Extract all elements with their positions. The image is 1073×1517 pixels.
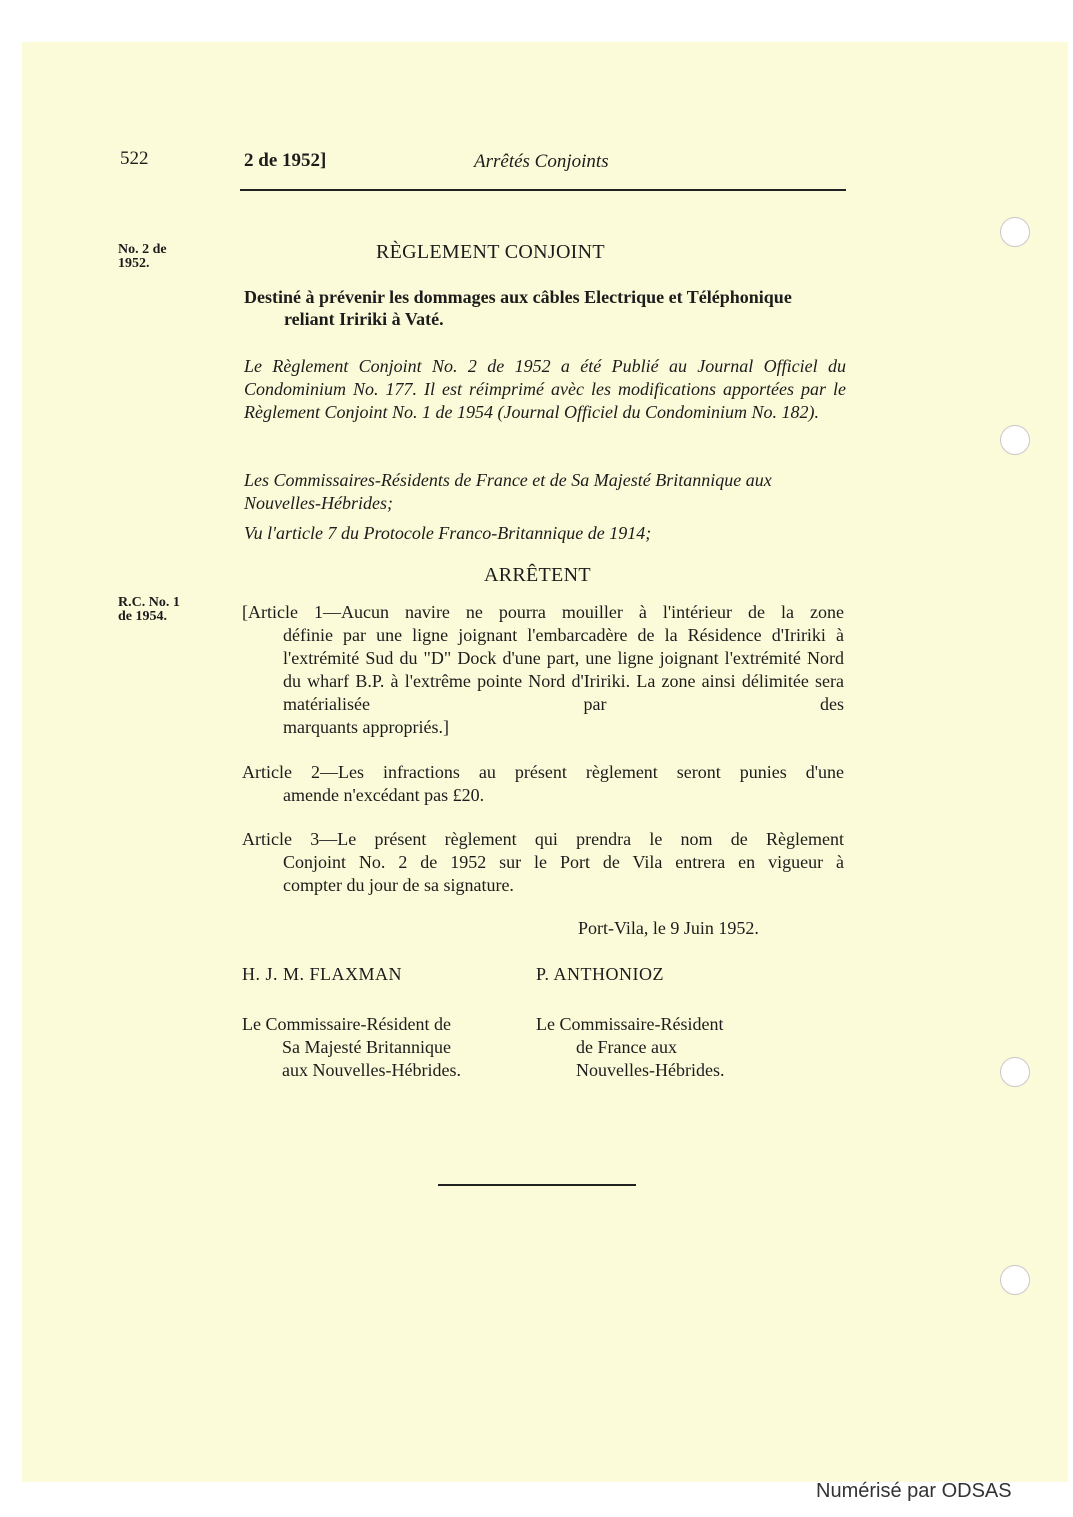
margin-note-amendment xyxy=(118,596,180,624)
article-last-line: marquants appropriés.] xyxy=(283,717,449,737)
signatory-title-line: Le Commissaire-Résident xyxy=(536,1014,724,1034)
place-and-date: Port-Vila, le 9 Juin 1952. xyxy=(578,918,759,938)
signatory-title-line: Nouvelles-Hébrides. xyxy=(576,1060,725,1080)
signatory-title-line: Sa Majesté Britannique xyxy=(282,1037,451,1057)
document-subtitle xyxy=(244,286,846,330)
article-1 xyxy=(242,601,844,739)
publication-note: Le Règlement Conjoint No. 2 de 1952 a été Publié au Journal Officiel du Condominium No. 177. Il est réimprimé avèc les modifications apportées par le Règlement Conjoint No. 1 de 1954 (Journal Officiel du Condominium No. 182). xyxy=(244,356,846,422)
legal-basis: Vu l'article 7 du Protocole Franco-Britannique de 1914; xyxy=(244,523,652,543)
punch-hole xyxy=(1000,1265,1030,1295)
signatory-name-british: H. J. M. FLAXMAN xyxy=(242,964,403,984)
operative-heading: ARRÊTENT xyxy=(484,564,591,586)
article-last-line: amende n'excédant pas £20. xyxy=(283,785,485,805)
subtitle-line: Destiné à prévenir les dommages aux câbles Electrique et Téléphonique xyxy=(244,287,792,307)
punch-hole xyxy=(1000,425,1030,455)
signatory-title-line: de France aux xyxy=(576,1037,677,1057)
digitization-credit: Numérisé par ODSAS xyxy=(816,1480,1012,1502)
margin-note-line: R.C. No. 1 xyxy=(118,595,180,610)
signatory-title-line: Le Commissaire-Résident de xyxy=(242,1014,451,1034)
margin-note-line: de 1954. xyxy=(118,609,167,624)
page-number: 522 xyxy=(120,148,149,169)
document-heading: RÈGLEMENT CONJOINT xyxy=(376,241,605,263)
article-first-line: Article 3—Le présent règlement qui prendra le nom de Règlement xyxy=(242,829,844,849)
signatory-title-french xyxy=(536,1013,724,1082)
article-first-line: [Article 1—Aucun navire ne pourra mouiller à l'intérieur de la zone xyxy=(242,602,844,622)
margin-note-line: 1952. xyxy=(118,256,150,271)
article-body: Conjoint No. 2 de 1952 sur le Port de Vila entrera en vigueur à xyxy=(283,852,844,872)
article-2 xyxy=(242,761,844,807)
header-rule xyxy=(240,189,846,191)
article-first-line: Article 2—Les infractions au présent règlement seront punies d'une xyxy=(242,762,844,782)
article-body: définie par une ligne joignant l'embarcadère de la Résidence d'Iririki à l'extrémité Sud du "D" Dock d'une part, une ligne joignant l'extrémité Nord du wharf B.P. à l'extrême pointe Nord d'Iririki. La zone ainsi délimitée sera matérialisée par des xyxy=(283,625,844,714)
signatory-title-british xyxy=(242,1013,461,1082)
signatory-name-french: P. ANTHONIOZ xyxy=(536,964,665,984)
margin-note-line: No. 2 de xyxy=(118,242,167,257)
end-rule xyxy=(438,1184,636,1186)
running-head-reference: 2 de 1952] xyxy=(244,150,327,171)
signatory-title-line: aux Nouvelles-Hébrides. xyxy=(282,1060,461,1080)
preamble: Les Commissaires-Résidents de France et de Sa Majesté Britannique aux Nouvelles-Hébrides; xyxy=(244,470,772,513)
subtitle-line: reliant Iririki à Vaté. xyxy=(284,309,444,329)
punch-hole xyxy=(1000,217,1030,247)
margin-note-reference xyxy=(118,243,167,271)
article-last-line: compter du jour de sa signature. xyxy=(283,875,514,895)
punch-hole xyxy=(1000,1057,1030,1087)
article-3 xyxy=(242,828,844,897)
running-head-title: Arrêtés Conjoints xyxy=(474,151,609,172)
